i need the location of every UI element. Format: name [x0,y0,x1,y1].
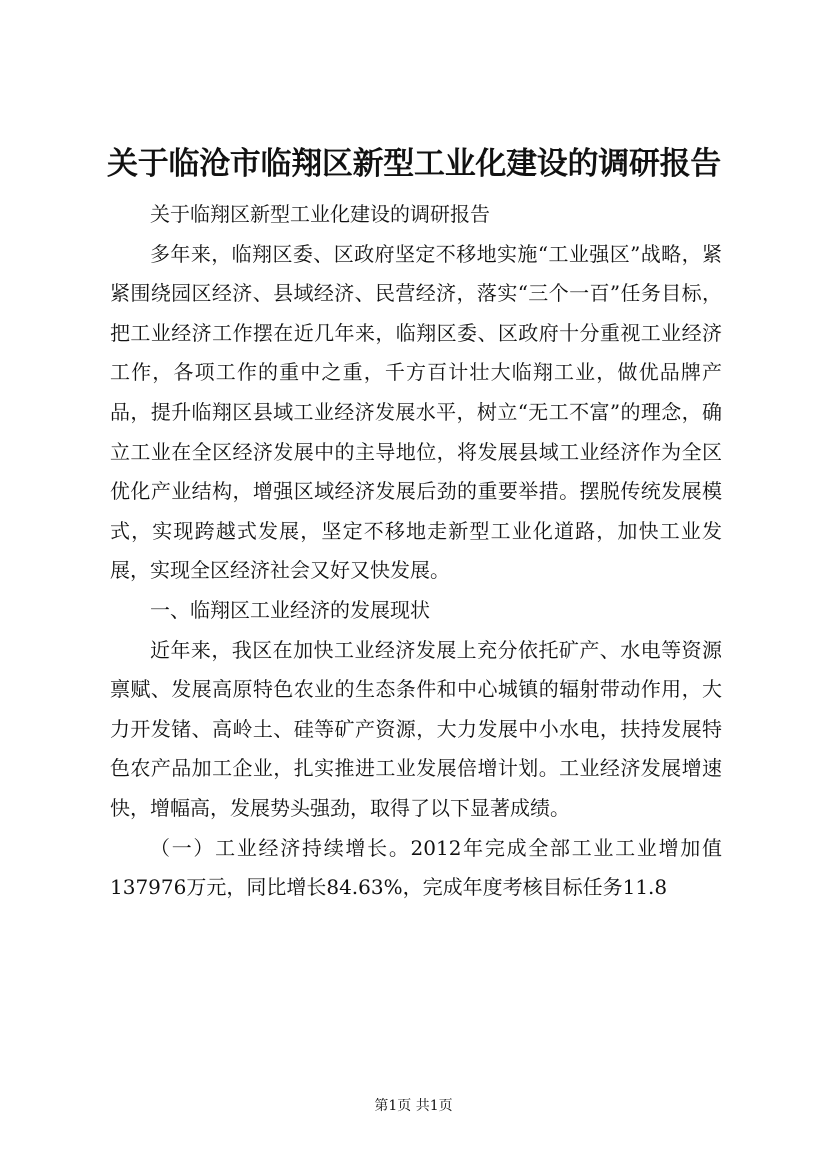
document-title: 关于临沧市临翔区新型工业化建设的调研报告 [107,146,721,182]
subtitle-paragraph: 关于临翔区新型工业化建设的调研报告 [150,202,490,226]
growth-paragraph: （一）工业经济持续增长。2012年完成全部工业工业增加值137976万元，同比增长84.63%，完成年度考核目标任务11.8 [110,835,722,900]
intro-paragraph: 多年来，临翔区委、区政府坚定不移地实施“工业强区”战略，紧紧围绕园区经济、县域经济、民营经济，落实“三个一百”任务目标，把工业经济工作摆在近几年来，临翔区委、区政府十分重视工业经济工作，各项工作的重中之重，千方百计壮大临翔工业，做优品牌产品，提升临翔区县域工业经济发展水平，树立“无工不富”的理念，确立工业在全区经济发展中的主导地位，将发展县域工业经济作为全区优化产业结构，增强区域经济发展后劲的重要举措。摆脱传统发展模式，实现跨越式发展，坚定不移地走新型工业化道路，加快工业发展，实现全区经济社会又好又快发展。 [110,241,722,583]
section-heading: 一、临翔区工业经济的发展现状 [150,597,430,622]
page-footer: 第1页 共1页 [374,1098,453,1114]
status-paragraph: 近年来，我区在加快工业经济发展上充分依托矿产、水电等资源禀赋、发展高原特色农业的生态条件和中心城镇的辐射带动作用，大力开发锗、高岭土、硅等矿产资源，大力发展中小水电，扶持发展特色农产品加工企业，扎实推进工业发展倍增计划。工业经济发展增速快，增幅高，发展势头强劲，取得了以下显著成绩。 [110,637,722,820]
document-body [110,195,722,908]
